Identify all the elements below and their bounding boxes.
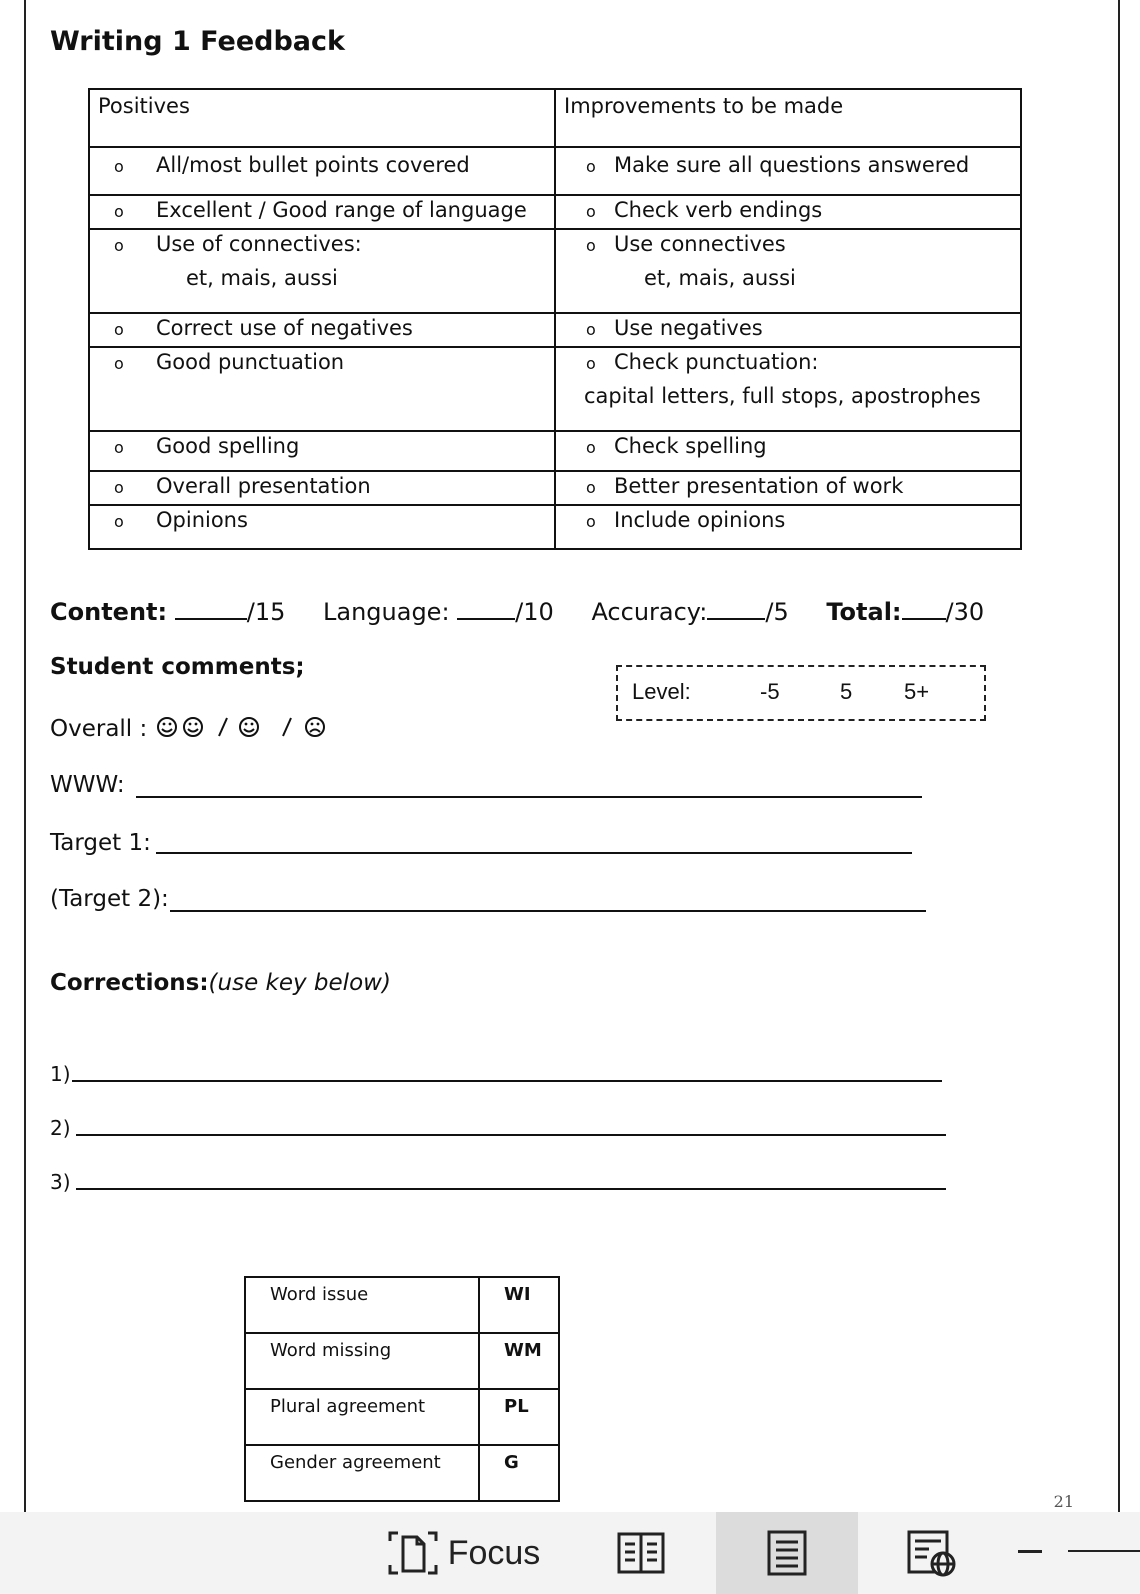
header-positives: Positives (89, 89, 555, 147)
correction-number: 1) (50, 1062, 71, 1086)
language-score: Language: /10 (323, 598, 554, 626)
positive-text: Good spelling (156, 434, 300, 458)
page-title: Writing 1 Feedback (50, 26, 345, 57)
zoom-slider[interactable] (1068, 1550, 1140, 1552)
bullet-icon: o (586, 354, 596, 373)
www-label: WWW: (50, 772, 125, 798)
content-blank[interactable] (175, 617, 247, 620)
table-row (89, 471, 1021, 505)
positive-subtext: et, mais, aussi (186, 266, 338, 290)
key-label: Plural agreement (245, 1389, 479, 1445)
improvement-subtext: capital letters, full stops, apostrophes (584, 384, 981, 408)
improvement-text: Check verb endings (614, 198, 823, 222)
key-code: WI (479, 1277, 559, 1333)
table-row (89, 229, 1021, 313)
corrections-note: (use key below) (208, 970, 391, 996)
corrections-heading (50, 970, 391, 996)
bullet-icon: o (114, 438, 124, 457)
table-header-row (89, 89, 1021, 147)
table-row (89, 147, 1021, 195)
bullet-icon: o (114, 320, 124, 339)
table-row (245, 1277, 559, 1333)
target2-line[interactable] (170, 910, 926, 912)
bullet-icon: o (586, 478, 596, 497)
web-layout-button[interactable] (892, 1512, 972, 1594)
print-layout-button[interactable] (716, 1512, 858, 1594)
focus-icon (386, 1529, 440, 1577)
positive-text: Opinions (156, 508, 248, 532)
improvement-text: Check punctuation: (614, 350, 819, 374)
overall-label: Overall : (50, 716, 148, 742)
bullet-icon: o (586, 438, 596, 457)
table-row (89, 195, 1021, 229)
improvement-text: Check spelling (614, 434, 767, 458)
improvement-text: Use connectives (614, 232, 786, 256)
read-mode-button[interactable] (600, 1512, 682, 1594)
bullet-icon: o (586, 320, 596, 339)
header-improvements: Improvements to be made (555, 89, 1021, 147)
web-layout-icon (905, 1528, 959, 1578)
bullet-icon: o (586, 236, 596, 255)
positive-text: Use of connectives: (156, 232, 362, 256)
status-bar (0, 1512, 1140, 1594)
correction-line[interactable] (76, 1188, 946, 1190)
positive-text: Good punctuation (156, 350, 345, 374)
bullet-icon: o (586, 202, 596, 221)
corrections-label: Corrections: (50, 970, 209, 996)
bullet-icon: o (586, 157, 596, 176)
document-page (24, 0, 1120, 1532)
correction-line[interactable] (76, 1134, 946, 1136)
table-row (89, 347, 1021, 431)
improvement-text: Include opinions (614, 508, 786, 532)
positive-text: Overall presentation (156, 474, 371, 498)
improvement-text: Better presentation of work (614, 474, 904, 498)
bullet-icon: o (114, 157, 124, 176)
table-row (89, 505, 1021, 549)
improvement-subtext: et, mais, aussi (644, 266, 796, 290)
target1-line[interactable] (156, 852, 912, 854)
accuracy-blank[interactable] (707, 617, 765, 620)
zoom-out-icon[interactable] (1018, 1550, 1042, 1553)
corrections-key-table (244, 1276, 560, 1502)
bullet-icon: o (586, 512, 596, 531)
www-line[interactable] (136, 796, 922, 798)
key-code: PL (479, 1389, 559, 1445)
level-label: Level: (632, 679, 691, 704)
key-code: WM (479, 1333, 559, 1389)
positive-text: All/most bullet points covered (156, 153, 470, 177)
level-option[interactable]: 5 (840, 679, 853, 704)
focus-button[interactable] (378, 1512, 548, 1594)
bullet-icon: o (114, 236, 124, 255)
total-blank[interactable] (902, 617, 946, 620)
level-option[interactable]: -5 (760, 679, 780, 704)
key-label: Gender agreement (245, 1445, 479, 1501)
print-layout-icon (765, 1528, 809, 1578)
table-row (245, 1333, 559, 1389)
page-number: 21 (1053, 1492, 1074, 1511)
student-comments-label: Student comments; (50, 654, 305, 680)
accuracy-score: Accuracy: /5 (591, 598, 789, 626)
improvement-text: Use negatives (614, 316, 763, 340)
table-row (245, 1445, 559, 1501)
bullet-icon: o (114, 478, 124, 497)
correction-number: 3) (50, 1170, 71, 1194)
overall-row (50, 714, 345, 742)
key-label: Word missing (245, 1333, 479, 1389)
table-row (89, 313, 1021, 347)
target1-label: Target 1: (50, 830, 151, 856)
feedback-table (88, 88, 1022, 550)
key-code: G (479, 1445, 559, 1501)
smiley-faces-icon (155, 714, 345, 740)
bullet-icon: o (114, 512, 124, 531)
language-blank[interactable] (457, 617, 515, 620)
correction-number: 2) (50, 1116, 71, 1140)
table-row (245, 1389, 559, 1445)
correction-line[interactable] (72, 1080, 942, 1082)
focus-label: Focus (447, 1533, 541, 1572)
key-label: Word issue (245, 1277, 479, 1333)
bullet-icon: o (114, 202, 124, 221)
target2-label: (Target 2): (50, 886, 169, 912)
read-mode-icon (615, 1530, 667, 1576)
level-option[interactable]: 5+ (904, 679, 930, 704)
table-row (89, 431, 1021, 471)
level-box (616, 665, 986, 721)
positive-text: Excellent / Good range of language (156, 198, 527, 222)
content-score: Content: /15 (50, 598, 286, 626)
bullet-icon: o (114, 354, 124, 373)
score-line (50, 598, 984, 626)
improvement-text: Make sure all questions answered (614, 153, 970, 177)
total-score: Total: /30 (826, 598, 985, 626)
positive-text: Correct use of negatives (156, 316, 413, 340)
